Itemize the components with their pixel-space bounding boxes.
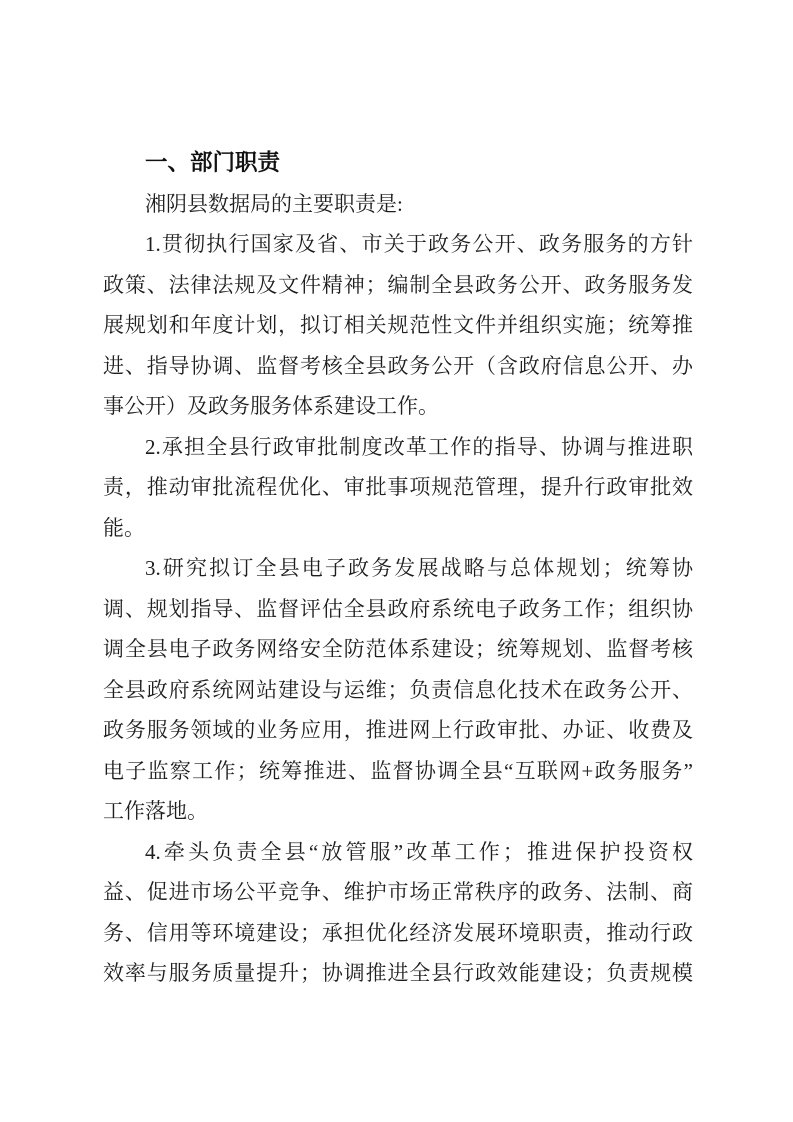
- text-line: 益、促进市场公平竞争、维护市场正常秩序的政务、法制、商: [103, 880, 693, 904]
- text-line: 调、规划指导、监督评估全县政府系统电子政务工作；组织协: [103, 596, 693, 621]
- text-line: 全县政府系统网站建设与运维；负责信息化技术在政务公开、: [103, 677, 693, 702]
- text-line: 调全县电子政务网络安全防范体系建设；统筹规划、监督考核: [103, 637, 693, 661]
- text-line: 3.研究拟订全县电子政务发展战略与总体规划；统筹协: [145, 556, 693, 580]
- document-content: [103, 143, 693, 994]
- text-line: 能。: [103, 515, 145, 540]
- text-line: 1.贯彻执行国家及省、市关于政务公开、政务服务的方针: [145, 232, 693, 256]
- text-line: 展规划和年度计划，拟订相关规范性文件并组织实施；统筹推: [103, 313, 693, 337]
- text-line: 2.承担全县行政审批制度改革工作的指导、协调与推进职: [145, 434, 693, 459]
- text-line: 4.牵头负责全县“放管服”改革工作；推进保护投资权: [145, 839, 693, 864]
- text-line: 进、指导协调、监督考核全县政务公开（含政府信息公开、办: [103, 353, 693, 378]
- text-line: 政策、法律法规及文件精神；编制全县政务公开、政务服务发: [103, 272, 693, 297]
- text-line: 务、信用等环境建设；承担优化经济发展环境职责，推动行政: [103, 920, 693, 945]
- text-line: 效率与服务质量提升；协调推进全县行政效能建设；负责规模: [103, 961, 693, 985]
- section-heading: 一、部门职责: [145, 150, 281, 175]
- text-line: 责，推动审批流程优化、审批事项规范管理，提升行政审批效: [103, 475, 693, 499]
- text-line: 电子监察工作；统筹推进、监督协调全县“互联网+政务服务”: [103, 758, 693, 783]
- paragraphs-container: [103, 224, 693, 994]
- intro-line: 湘阴县数据局的主要职责是:: [145, 191, 403, 216]
- text-line: 事公开）及政务服务体系建设工作。: [103, 394, 439, 418]
- text-line: 工作落地。: [103, 799, 208, 823]
- text-line: 政务服务领域的业务应用，推进网上行政审批、办证、收费及: [103, 718, 693, 742]
